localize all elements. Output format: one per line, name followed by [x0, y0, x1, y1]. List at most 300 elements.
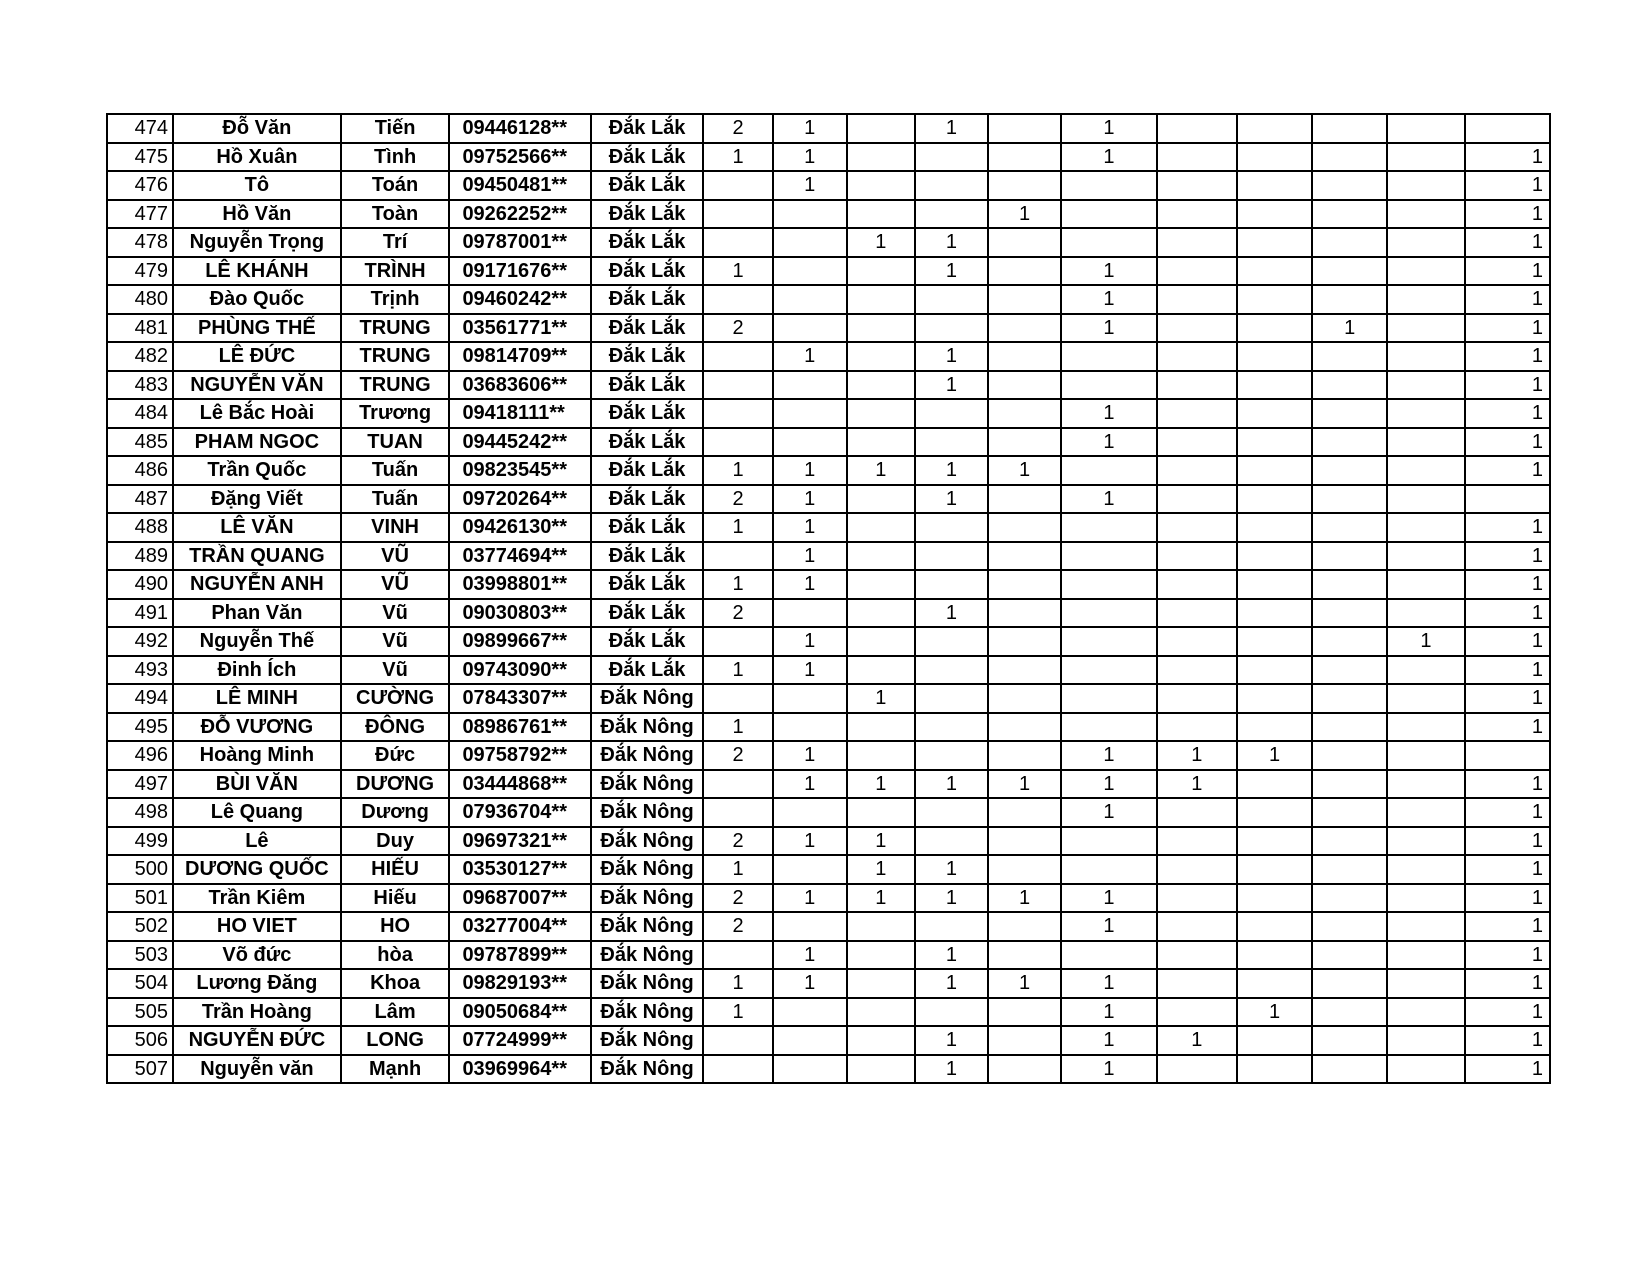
count-cell — [1387, 998, 1464, 1027]
row-number-cell: 480 — [107, 285, 173, 314]
phone-cell: 08986761** — [449, 713, 590, 742]
count-cell — [915, 684, 988, 713]
row-number-cell: 504 — [107, 969, 173, 998]
count-cell — [1061, 542, 1157, 571]
count-cell: 1 — [1465, 314, 1550, 343]
count-cell: 1 — [773, 627, 847, 656]
count-cell: 1 — [1465, 428, 1550, 457]
count-cell — [1061, 627, 1157, 656]
count-cell — [1387, 969, 1464, 998]
province-cell: Đắk Nông — [591, 884, 704, 913]
count-cell — [1312, 741, 1387, 770]
phone-cell: 09743090** — [449, 656, 590, 685]
count-cell: 1 — [1061, 285, 1157, 314]
count-cell — [1157, 371, 1237, 400]
phone-cell: 03277004** — [449, 912, 590, 941]
count-cell — [1312, 827, 1387, 856]
count-cell — [773, 399, 847, 428]
last-name-cell: PHAM NGOC — [173, 428, 341, 457]
count-cell — [1312, 912, 1387, 941]
count-cell — [847, 257, 915, 286]
first-name-cell: Tình — [341, 143, 450, 172]
count-cell — [1157, 713, 1237, 742]
count-cell — [988, 855, 1061, 884]
count-cell — [703, 428, 772, 457]
count-cell: 1 — [773, 542, 847, 571]
province-cell: Đắk Nông — [591, 684, 704, 713]
count-cell — [1312, 285, 1387, 314]
count-cell: 1 — [703, 570, 772, 599]
row-number-cell: 498 — [107, 798, 173, 827]
count-cell — [773, 200, 847, 229]
count-cell — [703, 542, 772, 571]
count-cell — [1237, 969, 1312, 998]
count-cell: 1 — [915, 884, 988, 913]
count-cell: 1 — [703, 257, 772, 286]
phone-cell: 07724999** — [449, 1026, 590, 1055]
count-cell: 1 — [703, 143, 772, 172]
count-cell — [1312, 599, 1387, 628]
count-cell — [988, 627, 1061, 656]
row-number-cell: 488 — [107, 513, 173, 542]
count-cell — [847, 314, 915, 343]
table-row — [107, 741, 1550, 770]
first-name-cell: TRÌNH — [341, 257, 450, 286]
count-cell — [1387, 428, 1464, 457]
count-cell — [988, 228, 1061, 257]
last-name-cell: NGUYỄN VĂN — [173, 371, 341, 400]
count-cell: 1 — [1465, 570, 1550, 599]
row-number-cell: 474 — [107, 114, 173, 143]
province-cell: Đắk Lắk — [591, 285, 704, 314]
count-cell: 1 — [1157, 741, 1237, 770]
count-cell — [1387, 285, 1464, 314]
count-cell — [847, 114, 915, 143]
count-cell — [1237, 827, 1312, 856]
count-cell — [1312, 143, 1387, 172]
row-number-cell: 489 — [107, 542, 173, 571]
row-number-cell: 481 — [107, 314, 173, 343]
count-cell — [988, 143, 1061, 172]
count-cell — [1237, 428, 1312, 457]
province-cell: Đắk Nông — [591, 998, 704, 1027]
count-cell: 1 — [773, 741, 847, 770]
count-cell — [988, 599, 1061, 628]
row-number-cell: 505 — [107, 998, 173, 1027]
last-name-cell: Hồ Xuân — [173, 143, 341, 172]
count-cell — [1387, 855, 1464, 884]
count-cell — [915, 285, 988, 314]
count-cell: 1 — [1465, 171, 1550, 200]
first-name-cell: Hiếu — [341, 884, 450, 913]
count-cell — [1312, 884, 1387, 913]
table-row — [107, 798, 1550, 827]
count-cell — [1061, 713, 1157, 742]
last-name-cell: Lê Bắc Hoài — [173, 399, 341, 428]
count-cell: 1 — [915, 228, 988, 257]
count-cell — [988, 1026, 1061, 1055]
count-cell — [988, 285, 1061, 314]
count-cell — [1312, 371, 1387, 400]
count-cell — [847, 713, 915, 742]
count-cell — [1237, 456, 1312, 485]
count-cell — [1312, 998, 1387, 1027]
count-cell — [1237, 200, 1312, 229]
phone-cell: 09823545** — [449, 456, 590, 485]
count-cell: 1 — [1465, 1055, 1550, 1084]
last-name-cell: Võ đức — [173, 941, 341, 970]
count-cell: 1 — [915, 485, 988, 514]
count-cell — [915, 741, 988, 770]
count-cell — [1312, 456, 1387, 485]
row-number-cell: 500 — [107, 855, 173, 884]
count-cell — [773, 855, 847, 884]
first-name-cell: Vũ — [341, 627, 450, 656]
count-cell — [1387, 570, 1464, 599]
count-cell: 1 — [1465, 998, 1550, 1027]
table-row — [107, 513, 1550, 542]
row-number-cell: 476 — [107, 171, 173, 200]
count-cell: 1 — [1061, 485, 1157, 514]
count-cell — [773, 371, 847, 400]
count-cell — [915, 399, 988, 428]
count-cell — [1312, 200, 1387, 229]
count-cell — [1237, 399, 1312, 428]
last-name-cell: Đào Quốc — [173, 285, 341, 314]
count-cell — [1237, 798, 1312, 827]
count-cell — [1387, 941, 1464, 970]
first-name-cell: TUAN — [341, 428, 450, 457]
count-cell: 1 — [847, 827, 915, 856]
province-cell: Đắk Lắk — [591, 485, 704, 514]
count-cell — [988, 1055, 1061, 1084]
phone-cell: 03561771** — [449, 314, 590, 343]
count-cell: 1 — [703, 998, 772, 1027]
count-cell — [1237, 485, 1312, 514]
count-cell — [915, 143, 988, 172]
table-row — [107, 399, 1550, 428]
count-cell — [988, 656, 1061, 685]
count-cell: 1 — [988, 200, 1061, 229]
count-cell — [847, 998, 915, 1027]
count-cell — [1312, 656, 1387, 685]
count-cell — [1387, 884, 1464, 913]
count-cell: 1 — [773, 513, 847, 542]
count-cell: 1 — [1465, 542, 1550, 571]
count-cell: 1 — [915, 599, 988, 628]
count-cell — [1061, 200, 1157, 229]
count-cell: 1 — [915, 770, 988, 799]
count-cell: 1 — [847, 855, 915, 884]
count-cell — [1312, 798, 1387, 827]
count-cell: 1 — [773, 143, 847, 172]
count-cell — [773, 713, 847, 742]
table-row — [107, 570, 1550, 599]
count-cell — [703, 228, 772, 257]
first-name-cell: Toán — [341, 171, 450, 200]
count-cell — [1061, 570, 1157, 599]
phone-cell: 09460242** — [449, 285, 590, 314]
count-cell — [988, 542, 1061, 571]
count-cell — [1157, 1055, 1237, 1084]
count-cell — [847, 656, 915, 685]
count-cell: 1 — [773, 342, 847, 371]
count-cell: 2 — [703, 114, 772, 143]
count-cell — [915, 912, 988, 941]
count-cell — [1237, 599, 1312, 628]
first-name-cell: Vũ — [341, 599, 450, 628]
row-number-cell: 486 — [107, 456, 173, 485]
count-cell — [988, 485, 1061, 514]
first-name-cell: HIẾU — [341, 855, 450, 884]
table-row — [107, 827, 1550, 856]
count-cell — [915, 713, 988, 742]
count-cell: 1 — [1465, 884, 1550, 913]
table-row — [107, 228, 1550, 257]
count-cell — [1157, 684, 1237, 713]
row-number-cell: 506 — [107, 1026, 173, 1055]
count-cell — [1157, 257, 1237, 286]
count-cell: 2 — [703, 314, 772, 343]
count-cell — [1465, 485, 1550, 514]
count-cell: 1 — [773, 456, 847, 485]
count-cell: 1 — [847, 228, 915, 257]
count-cell — [847, 371, 915, 400]
count-cell — [1387, 713, 1464, 742]
table-row — [107, 912, 1550, 941]
phone-cell: 09445242** — [449, 428, 590, 457]
count-cell — [1387, 200, 1464, 229]
count-cell — [847, 542, 915, 571]
count-cell — [1157, 485, 1237, 514]
count-cell — [1237, 627, 1312, 656]
count-cell: 1 — [703, 713, 772, 742]
count-cell — [1387, 741, 1464, 770]
count-cell — [847, 798, 915, 827]
table-row — [107, 1055, 1550, 1084]
count-cell — [1061, 684, 1157, 713]
row-number-cell: 484 — [107, 399, 173, 428]
count-cell — [915, 513, 988, 542]
count-cell: 1 — [915, 456, 988, 485]
count-cell — [915, 627, 988, 656]
count-cell — [773, 257, 847, 286]
count-cell — [1237, 770, 1312, 799]
count-cell: 1 — [915, 941, 988, 970]
count-cell: 1 — [1312, 314, 1387, 343]
count-cell — [773, 684, 847, 713]
count-cell — [1312, 684, 1387, 713]
count-cell — [1061, 941, 1157, 970]
row-number-cell: 491 — [107, 599, 173, 628]
count-cell — [1157, 542, 1237, 571]
count-cell: 1 — [1465, 456, 1550, 485]
last-name-cell: Hoàng Minh — [173, 741, 341, 770]
count-cell: 1 — [1465, 228, 1550, 257]
count-cell — [1061, 827, 1157, 856]
phone-cell: 07843307** — [449, 684, 590, 713]
count-cell — [1157, 884, 1237, 913]
phone-cell: 09687007** — [449, 884, 590, 913]
count-cell — [1387, 143, 1464, 172]
count-cell — [847, 1055, 915, 1084]
table-row — [107, 684, 1550, 713]
row-number-cell: 483 — [107, 371, 173, 400]
count-cell — [773, 912, 847, 941]
count-cell — [1387, 1026, 1464, 1055]
province-cell: Đắk Lắk — [591, 171, 704, 200]
last-name-cell: NGUYỄN ĐỨC — [173, 1026, 341, 1055]
count-cell — [915, 428, 988, 457]
count-cell: 1 — [1465, 969, 1550, 998]
count-cell — [1312, 941, 1387, 970]
phone-cell: 09752566** — [449, 143, 590, 172]
province-cell: Đắk Nông — [591, 969, 704, 998]
province-cell: Đắk Lắk — [591, 456, 704, 485]
count-cell — [847, 627, 915, 656]
count-cell — [703, 1026, 772, 1055]
count-cell — [1237, 884, 1312, 913]
last-name-cell: LÊ VĂN — [173, 513, 341, 542]
count-cell — [915, 542, 988, 571]
phone-cell: 03998801** — [449, 570, 590, 599]
table-row — [107, 171, 1550, 200]
count-cell — [773, 428, 847, 457]
count-cell — [1157, 855, 1237, 884]
count-cell — [1061, 171, 1157, 200]
count-cell — [1312, 1055, 1387, 1084]
row-number-cell: 502 — [107, 912, 173, 941]
count-cell — [1157, 513, 1237, 542]
count-cell — [847, 941, 915, 970]
phone-cell: 09450481** — [449, 171, 590, 200]
first-name-cell: TRUNG — [341, 342, 450, 371]
count-cell — [915, 656, 988, 685]
count-cell — [703, 684, 772, 713]
phone-cell: 03969964** — [449, 1055, 590, 1084]
row-number-cell: 496 — [107, 741, 173, 770]
phone-cell: 09787001** — [449, 228, 590, 257]
count-cell — [1312, 570, 1387, 599]
phone-cell: 09426130** — [449, 513, 590, 542]
count-cell: 1 — [1061, 1026, 1157, 1055]
count-cell — [1387, 485, 1464, 514]
count-cell — [1237, 912, 1312, 941]
count-cell: 1 — [773, 171, 847, 200]
count-cell — [1157, 456, 1237, 485]
first-name-cell: Trí — [341, 228, 450, 257]
last-name-cell: Đỗ Văn — [173, 114, 341, 143]
last-name-cell: Tô — [173, 171, 341, 200]
count-cell — [847, 570, 915, 599]
count-cell — [703, 285, 772, 314]
count-cell — [1157, 570, 1237, 599]
province-cell: Đắk Lắk — [591, 656, 704, 685]
count-cell — [915, 314, 988, 343]
count-cell — [1237, 1026, 1312, 1055]
table-row — [107, 143, 1550, 172]
table-row — [107, 200, 1550, 229]
first-name-cell: ĐÔNG — [341, 713, 450, 742]
count-cell — [1312, 542, 1387, 571]
count-cell — [1237, 855, 1312, 884]
last-name-cell: Trần Hoàng — [173, 998, 341, 1027]
count-cell — [1312, 969, 1387, 998]
first-name-cell: VINH — [341, 513, 450, 542]
province-cell: Đắk Lắk — [591, 200, 704, 229]
count-cell — [847, 200, 915, 229]
table-row — [107, 114, 1550, 143]
count-cell: 1 — [1465, 200, 1550, 229]
count-cell — [1061, 656, 1157, 685]
count-cell — [1061, 599, 1157, 628]
count-cell: 1 — [703, 969, 772, 998]
participant-table — [106, 113, 1551, 1084]
count-cell: 1 — [915, 1055, 988, 1084]
row-number-cell: 490 — [107, 570, 173, 599]
count-cell — [1387, 542, 1464, 571]
count-cell: 1 — [773, 656, 847, 685]
count-cell — [703, 627, 772, 656]
count-cell — [1387, 827, 1464, 856]
row-number-cell: 507 — [107, 1055, 173, 1084]
first-name-cell: Tuấn — [341, 456, 450, 485]
province-cell: Đắk Nông — [591, 1026, 704, 1055]
count-cell — [1157, 228, 1237, 257]
count-cell — [1465, 741, 1550, 770]
count-cell — [847, 285, 915, 314]
count-cell — [1387, 798, 1464, 827]
count-cell — [1237, 143, 1312, 172]
count-cell — [1237, 684, 1312, 713]
phone-cell: 09720264** — [449, 485, 590, 514]
first-name-cell: Tuấn — [341, 485, 450, 514]
count-cell — [1237, 257, 1312, 286]
row-number-cell: 487 — [107, 485, 173, 514]
count-cell — [1387, 371, 1464, 400]
last-name-cell: Đinh Ích — [173, 656, 341, 685]
count-cell — [847, 513, 915, 542]
count-cell — [1387, 171, 1464, 200]
last-name-cell: LÊ KHÁNH — [173, 257, 341, 286]
count-cell — [1312, 228, 1387, 257]
count-cell: 1 — [915, 257, 988, 286]
first-name-cell: Tiến — [341, 114, 450, 143]
count-cell — [1061, 371, 1157, 400]
count-cell — [1237, 314, 1312, 343]
province-cell: Đắk Lắk — [591, 228, 704, 257]
count-cell — [1387, 513, 1464, 542]
count-cell: 1 — [1157, 770, 1237, 799]
count-cell — [773, 798, 847, 827]
count-cell — [847, 143, 915, 172]
count-cell: 1 — [1465, 371, 1550, 400]
last-name-cell: Nguyễn văn — [173, 1055, 341, 1084]
count-cell: 1 — [915, 1026, 988, 1055]
last-name-cell: Hồ Văn — [173, 200, 341, 229]
count-cell — [847, 912, 915, 941]
count-cell: 1 — [1061, 884, 1157, 913]
count-cell — [773, 1055, 847, 1084]
count-cell — [703, 770, 772, 799]
first-name-cell: TRUNG — [341, 314, 450, 343]
last-name-cell: Lê — [173, 827, 341, 856]
count-cell — [1387, 114, 1464, 143]
count-cell — [1157, 428, 1237, 457]
count-cell: 1 — [1465, 855, 1550, 884]
table-row — [107, 485, 1550, 514]
count-cell — [1312, 770, 1387, 799]
